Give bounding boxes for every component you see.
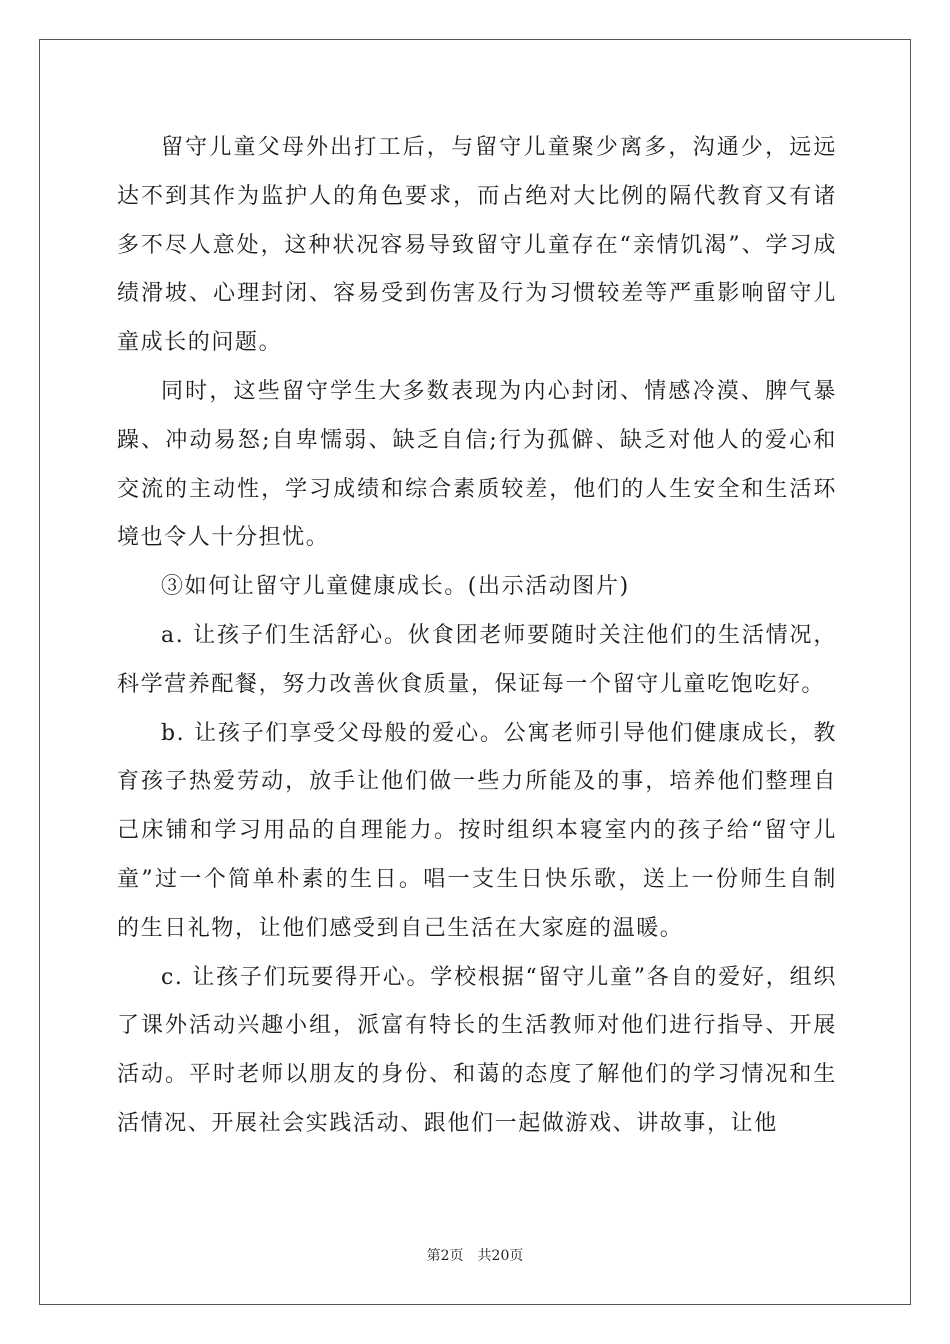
paragraph-1: 留守儿童父母外出打工后，与留守儿童聚少离多，沟通少，远远达不到其作为监护人的角色要求，而占绝对大比例的隔代教育又有诸多不尽人意处，这种状况容易导致留守儿童存在“亲情饥渴”、学习成绩滑坡、心理封闭、容易受到伤害及行为习惯较差等严重影响留守儿童成长的问题。 [117, 135, 837, 356]
document-body [117, 124, 837, 1149]
paragraph-2: 同时，这些留守学生大多数表现为内心封闭、情感冷漠、脾气暴躁、冲动易怒;自卑懦弱、缺乏自信;行为孤僻、缺乏对他人的爱心和交流的主动性，学习成绩和综合素质较差，他们的人生安全和生活环境也令人十分担忧。 [117, 378, 837, 551]
paragraph-3: ③如何让留守儿童健康成长。(出示活动图片) [161, 574, 630, 600]
page-number-footer: 第2页 共20页 [426, 1248, 524, 1264]
paragraph-6: c. 让孩子们玩要得开心。学校根据“留守儿童”各自的爱好，组织了课外活动兴趣小组，派富有特长的生活教师对他们进行指导、开展活动。平时老师以朋友的身份、和蔼的态度了解他们的学习情况和生活情况、开展社会实践活动、跟他们一起做游戏、讲故事，让他 [117, 964, 837, 1136]
paragraph-4: a. 让孩子们生活舒心。伙食团老师要随时关注他们的生活情况，科学营养配餐，努力改善伙食质量，保证每一个留守儿童吃饱吃好。 [117, 622, 837, 697]
paragraph-5: b. 让孩子们享受父母般的爱心。公寓老师引导他们健康成长，教育孩子热爱劳动，放手让他们做一些力所能及的事，培养他们整理自己床铺和学习用品的自理能力。按时组织本寝室内的孩子给“留守儿童”过一个简单朴素的生日。唱一支生日快乐歌，送上一份师生自制的生日礼物，让他们感受到自己生活在大家庭的温暖。 [117, 720, 837, 941]
